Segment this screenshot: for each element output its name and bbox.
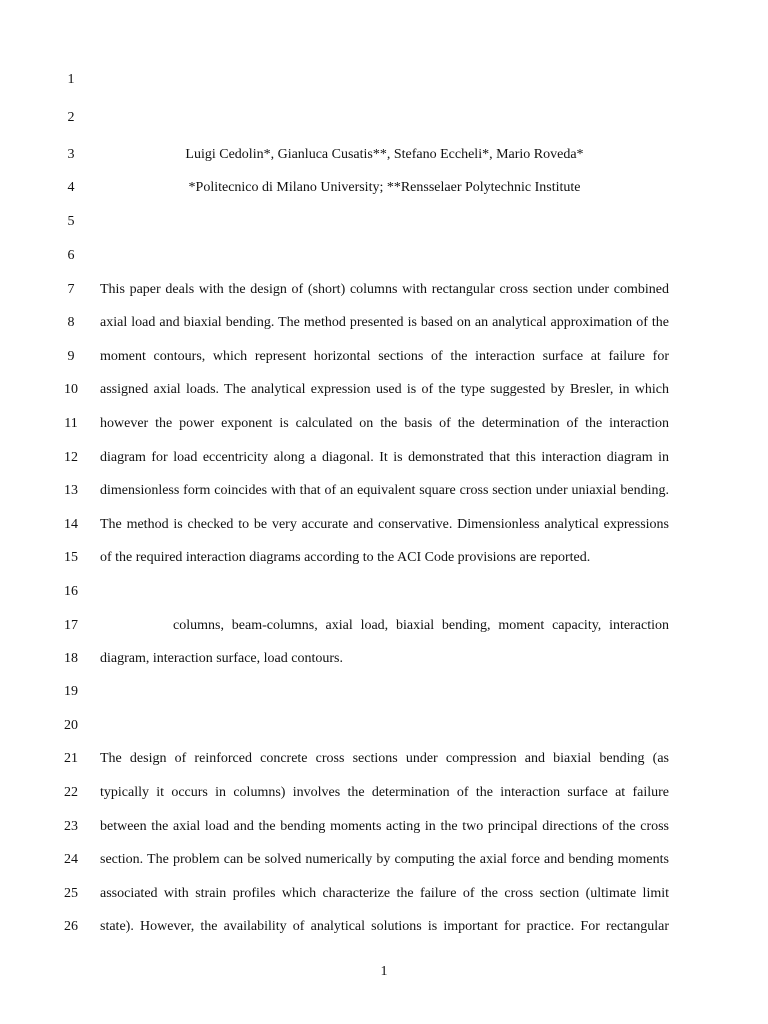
line-row <box>0 313 768 333</box>
line-number: 8 <box>67 315 75 330</box>
line-row <box>0 414 768 434</box>
line-row <box>0 246 768 266</box>
line-row <box>0 145 768 165</box>
keywords-line: columns, beam-columns, axial load, biaxial bending, moment capacity, interaction <box>173 618 669 633</box>
line-number: 2 <box>67 110 75 125</box>
line-row <box>0 178 768 198</box>
line-number: 23 <box>64 819 78 834</box>
line-number: 13 <box>64 483 78 498</box>
line-row <box>0 582 768 602</box>
line-row <box>0 649 768 669</box>
line-row <box>0 481 768 501</box>
abstract-line: assigned axial loads. The analytical expression used is of the type suggested by Bresler, in which <box>100 382 669 397</box>
line-row <box>0 448 768 468</box>
line-row <box>0 783 768 803</box>
line-number: 19 <box>64 684 78 699</box>
line-number: 16 <box>64 584 78 599</box>
intro-line: associated with strain profiles which characterize the failure of the cross section (ultimate limit <box>100 886 669 901</box>
line-row <box>0 716 768 736</box>
abstract-line: moment contours, which represent horizontal sections of the interaction surface at failure for <box>100 349 669 364</box>
line-row <box>0 817 768 837</box>
intro-line: state). However, the availability of analytical solutions is important for practice. For rectangular <box>100 919 669 934</box>
line-row <box>0 347 768 367</box>
line-row <box>0 850 768 870</box>
abstract-line: This paper deals with the design of (short) columns with rectangular cross section under combined <box>100 282 669 297</box>
line-number: 20 <box>64 718 78 733</box>
line-number: 7 <box>67 282 75 297</box>
abstract-line: The method is checked to be very accurate and conservative. Dimensionless analytical expressions <box>100 517 669 532</box>
line-row <box>0 749 768 769</box>
line-row <box>0 548 768 568</box>
affiliations: *Politecnico di Milano University; **Rensselaer Polytechnic Institute <box>188 180 581 195</box>
line-number: 18 <box>64 651 78 666</box>
line-number: 21 <box>64 751 78 766</box>
line-row <box>0 884 768 904</box>
line-number: 4 <box>67 180 75 195</box>
line-row <box>0 917 768 937</box>
line-row <box>0 70 768 90</box>
line-number: 22 <box>64 785 78 800</box>
line-number: 10 <box>64 382 78 397</box>
keywords-line: diagram, interaction surface, load contours. <box>100 651 343 666</box>
line-number: 14 <box>64 517 78 532</box>
abstract-line: diagram for load eccentricity along a diagonal. It is demonstrated that this interaction diagram in <box>100 450 669 465</box>
author-list: Luigi Cedolin*, Gianluca Cusatis**, Stefano Eccheli*, Mario Roveda* <box>185 147 584 162</box>
line-number: 5 <box>67 214 75 229</box>
line-number: 17 <box>64 618 78 633</box>
line-number: 12 <box>64 450 78 465</box>
line-number: 9 <box>67 349 75 364</box>
intro-line: between the axial load and the bending moments acting in the two principal directions of the cross <box>100 819 669 834</box>
abstract-line: axial load and biaxial bending. The method presented is based on an analytical approximation of the <box>100 315 669 330</box>
intro-line: section. The problem can be solved numerically by computing the axial force and bending moments <box>100 852 669 867</box>
line-number: 25 <box>64 886 78 901</box>
line-number: 11 <box>64 416 78 431</box>
line-row <box>0 515 768 535</box>
line-row <box>0 682 768 702</box>
line-number: 26 <box>64 919 78 934</box>
line-number: 6 <box>67 248 75 263</box>
line-number: 1 <box>67 72 75 87</box>
line-row <box>0 280 768 300</box>
intro-line: The design of reinforced concrete cross sections under compression and biaxial bending (as <box>100 751 669 766</box>
page-number: 1 <box>380 964 388 979</box>
abstract-line: however the power exponent is calculated on the basis of the determination of the interaction <box>100 416 669 431</box>
line-number: 15 <box>64 550 78 565</box>
line-number: 3 <box>67 147 75 162</box>
line-row <box>0 212 768 232</box>
line-row <box>0 108 768 128</box>
line-number: 24 <box>64 852 78 867</box>
abstract-line: of the required interaction diagrams according to the ACI Code provisions are reported. <box>100 550 591 565</box>
line-row <box>0 380 768 400</box>
abstract-line: dimensionless form coincides with that of an equivalent square cross section under uniaxial bending. <box>100 483 669 498</box>
line-row <box>0 616 768 636</box>
intro-line: typically it occurs in columns) involves the determination of the interaction surface at failure <box>100 785 669 800</box>
